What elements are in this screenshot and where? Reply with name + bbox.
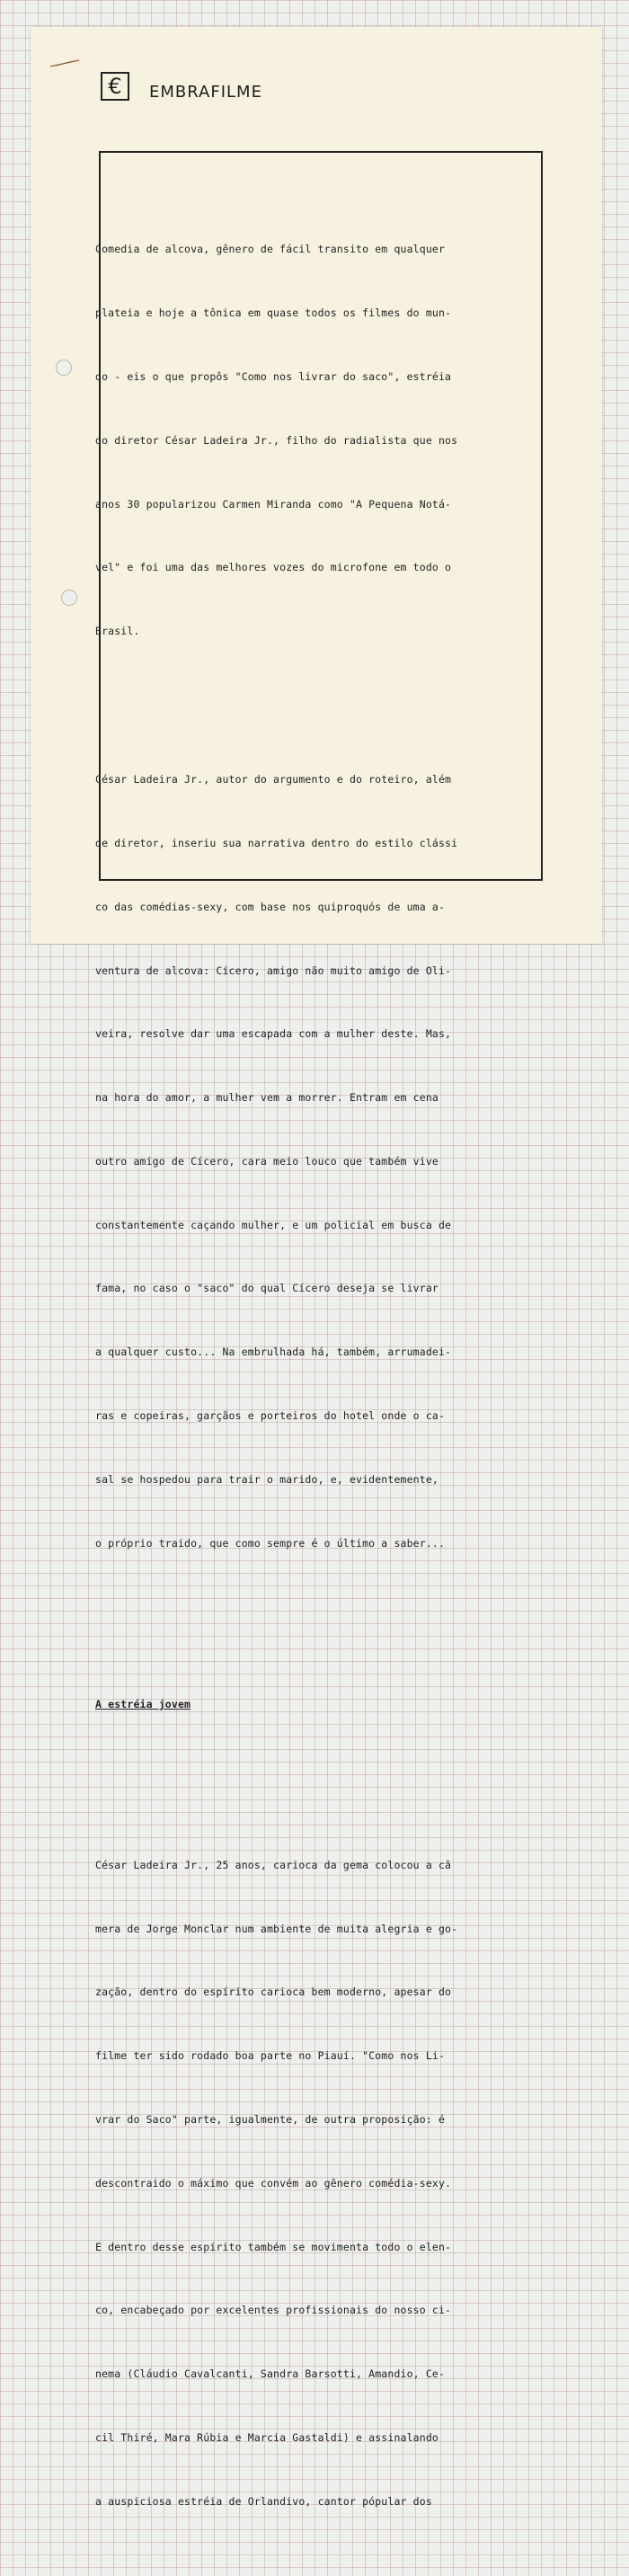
- text-line: mera de Jorge Monclar num ambiente de muita alegria e go-: [95, 1922, 458, 1935]
- text-line: César Ladeira Jr., autor do argumento e do roteiro, além: [95, 773, 452, 786]
- text-line: a auspiciosa estréia de Orlandivo, cantor pópular dos: [95, 2494, 432, 2508]
- text-line: co, encabeçado por excelentes profissionais do nosso ci-: [95, 2304, 452, 2317]
- text-line: descontraido o máximo que convém ao gênero comédia-sexy.: [95, 2176, 452, 2190]
- text-line: zação, dentro do espírito carioca bem moderno, apesar do: [95, 1985, 452, 1999]
- text-line: do - eis o que propôs "Como nos livrar do saco", estréia: [95, 369, 452, 383]
- text-line: Brasil.: [95, 625, 140, 638]
- text-line: de diretor, inseriu sua narrativa dentro do estilo clássi: [95, 837, 458, 849]
- paragraph-3: [95, 1813, 510, 2555]
- text-line: outro amigo de Cícero, cara meio louco que também vive: [95, 1154, 439, 1168]
- text-line: ras e copeiras, garçãos e porteiros do hotel onde o ca-: [95, 1409, 446, 1423]
- text-line: vel" e foi uma das melhores vozes do microfone em todo o: [95, 561, 452, 574]
- text-line: vrar do Saco" parte, igualmente, de outra proposição: é: [95, 2113, 446, 2127]
- paragraph-1: [95, 197, 510, 685]
- embrafilme-logo: €: [101, 72, 129, 101]
- text-line: nema (Cláudio Cavalcanti, Sandra Barsotti, Amandio, Ce-: [95, 2367, 446, 2381]
- text-line: co das comédias-sexy, com base nos quiproquós de uma a-: [95, 900, 446, 913]
- text-line: plateia e hoje a tônica em quase todos os filmes do mun-: [95, 306, 452, 320]
- text-line: do diretor César Ladeira Jr., filho do radialista que nos: [95, 433, 458, 447]
- text-line: Comedia de alcova, gênero de fácil transito em qualquer: [95, 243, 446, 256]
- text-line: E dentro desse espírito também se movimenta todo o elen-: [95, 2240, 452, 2253]
- section-heading: A estréia jovem: [95, 1697, 191, 1710]
- paragraph-2: [95, 727, 510, 1596]
- text-line: fama, no caso o "saco" do qual Cícero deseja se livrar: [95, 1282, 439, 1295]
- text-line: sal se hospedou para trair o marido, e, evidentemente,: [95, 1472, 439, 1486]
- text-line: na hora do amor, a mulher vem a morrer. Entram em cena: [95, 1091, 439, 1105]
- text-line: anos 30 popularizou Carmen Miranda como "A Pequena Notá-: [95, 497, 452, 511]
- typed-text: [95, 155, 510, 2576]
- pencil-mark: [49, 58, 83, 68]
- text-line: o próprio traido, que como sempre é o último a saber...: [95, 1536, 446, 1550]
- text-line: César Ladeira Jr., 25 anos, carioca da gema colocou a câ: [95, 1858, 452, 1871]
- punch-hole-top: [56, 360, 72, 376]
- text-line: cil Thiré, Mara Rúbia e Marcia Gastaldi) e assinalando: [95, 2430, 439, 2444]
- text-line: ventura de alcova: Cícero, amigo não muito amigo de Oli-: [95, 964, 452, 977]
- text-line: constantemente caçando mulher, e um policial em busca de: [95, 1218, 452, 1231]
- text-line: filme ter sido rodado boa parte no Piauí. "Como nos Li-: [95, 2049, 446, 2063]
- punch-hole-bottom: [61, 590, 77, 606]
- text-line: a qualquer custo... Na embrulhada há, também, arrumadei-: [95, 1346, 452, 1359]
- text-line: veira, resolve dar uma escapada com a mulher deste. Mas,: [95, 1027, 452, 1041]
- brand-name: EMBRAFILME: [149, 83, 262, 102]
